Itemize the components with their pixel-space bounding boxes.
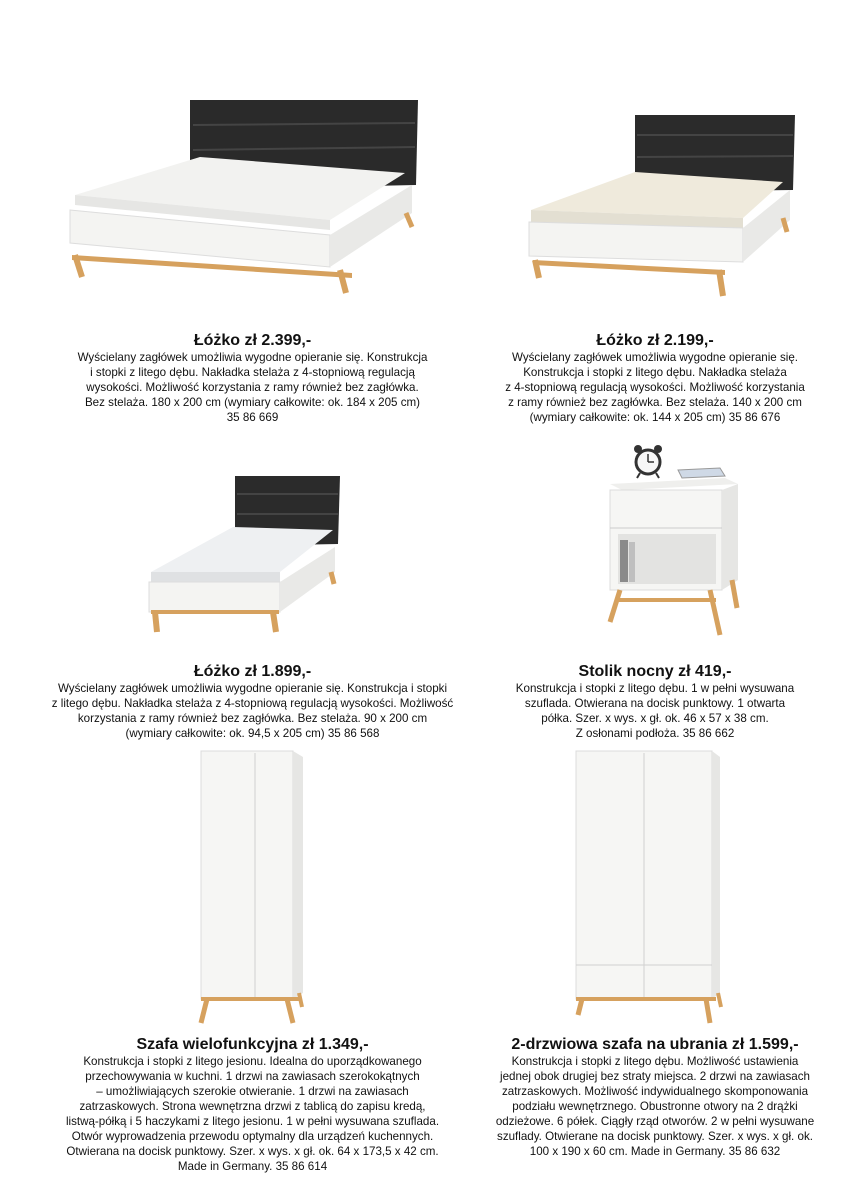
bed-90-image [145, 472, 345, 637]
nightstand-image [600, 440, 745, 640]
product-title: Stolik nocny zł 419,- [578, 663, 732, 680]
bed-140-text [480, 331, 830, 425]
product-description: Konstrukcja i stopki z litego dębu. 1 w pełni wysuwana szuflada. Otwierana na docisk punktowy. 1 otwarta półka. Szer. x wys. x gł. ok. 46 x 57 x 38 cm. Z osłonami podłoża. 35 86 662 [515, 682, 795, 740]
wardrobe-multi-text [20, 1035, 485, 1174]
product-description: Konstrukcja i stopki z litego jesionu. Idealna do uporządkowanego przechowywania w kuchni. 1 drzwi na zawiasach szerokokątnych – umożliwiających szerokie otwieranie. 1 drzwi na zawiasach zatrzaskowych. Strona wewnętrzna drzwi z tablicą do zapisu kredą, listwą-półką i 5 haczykami z litego jesionu. 1 w pełni wysuwana szuflada. Otwór wyprowadzenia przewodu optymalny dla urządzeń kuchennych. Otwierana na docisk punktowy. Szer. x wys. x gł. ok. 64 x 173,5 x 42 cm. Made in Germany. 35 86 614 [65, 1055, 440, 1173]
wardrobe-multi-image [195, 745, 310, 1030]
product-description: Konstrukcja i stopki z litego dębu. Możliwość ustawienia jednej obok drugiej bez straty miejsca. 2 drzwi na zawiasach zatrzaskowych. Możliwość indywidualnego skomponowania podziału wewnętrznego. Obustronne otwory na 2 drążki odzieżowe. 6 półek. Ciągły rząd otworów. 2 w pełni wysuwane szuflady. Otwierane na docisk punktowy. Szer. x wys. x gł. ok. 100 x 190 x 60 cm. Made in Germany. 35 86 632 [495, 1055, 815, 1158]
bed-140-image [525, 110, 805, 305]
product-title: 2-drzwiowa szafa na ubrania zł 1.599,- [511, 1036, 799, 1053]
product-title: Szafa wielofunkcyjna zł 1.349,- [136, 1036, 369, 1053]
alarm-clock-icon [634, 445, 662, 478]
wardrobe-2door-image [570, 745, 725, 1030]
bed-180-text [20, 331, 485, 425]
bed-90-text [20, 662, 485, 741]
product-description: Wyścielany zagłówek umożliwia wygodne opieranie się. Konstrukcja i stopki z litego dębu. Nakładka stelaża z 4-stopniową regulacją wysokości. Możliwość korzystania z ramy również bez zagłówka. Bez stelaża. 90 x 200 cm (wymiary całkowite: ok. 94,5 x 205 cm) 35 86 568 [51, 682, 454, 740]
product-title: Łóżko zł 2.399,- [193, 332, 312, 349]
product-title: Łóżko zł 2.199,- [596, 332, 714, 349]
nightstand-text [480, 662, 830, 741]
bed-180-image [60, 95, 425, 295]
product-title: Łóżko zł 1.899,- [193, 663, 312, 680]
product-description: Wyścielany zagłówek umożliwia wygodne opieranie się. Konstrukcja i stopki z litego dębu. Nakładka stelaża z 4-stopniową regulacją wysokości. Możliwość korzystania z ramy również bez zagłówka. Bez stelaża. 180 x 200 cm (wymiary całkowite: ok. 184 x 205 cm) 35 86 669 [77, 351, 428, 424]
wardrobe-2door-text [460, 1035, 850, 1159]
product-description: Wyścielany zagłówek umożliwia wygodne opieranie się. Konstrukcja i stopki z litego dębu. Nakładka stelaża z 4-stopniową regulacją wysokości. Możliwość korzystania z ramy również bez zagłówka. Bez stelaża. 140 x 200 cm (wymiary całkowite: ok. 144 x 205 cm) 35 86 676 [505, 351, 805, 424]
